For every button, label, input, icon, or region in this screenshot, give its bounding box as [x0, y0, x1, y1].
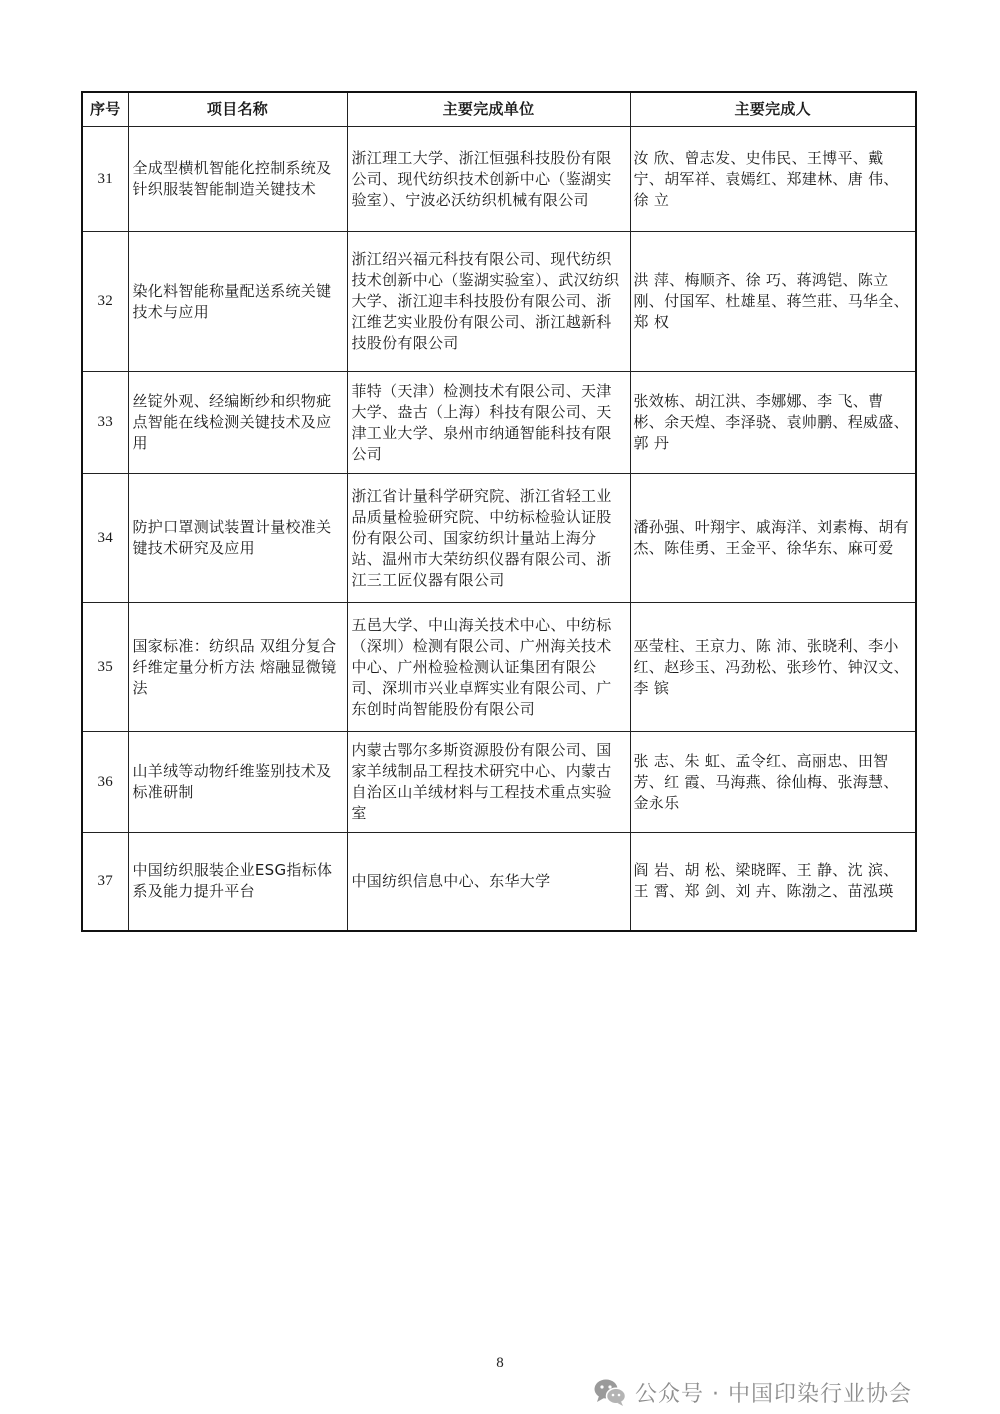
table-header-row: [82, 92, 916, 127]
row-units: 浙江省计量科学研究院、浙江省轻工业品质量检验研究院、中纺标检验认证股份有限公司、国家纺织计量站上海分站、温州市大荣纺织仪器有限公司、浙江三工匠仪器有限公司: [347, 474, 630, 603]
row-units: 浙江理工大学、浙江恒强科技股份有限公司、现代纺织技术创新中心（鉴湖实验室）、宁波必沃纺织机械有限公司: [347, 127, 630, 232]
award-table: [81, 91, 917, 932]
page-number: 8: [496, 1355, 504, 1371]
row-people: 洪 萍、梅顺齐、徐 巧、蒋鸿铠、陈立刚、付国军、杜雄星、蒋竺莊、马华全、郑 权: [630, 232, 916, 372]
row-no: 34: [82, 474, 128, 603]
row-project: 国家标准：纺织品 双组分复合纤维定量分析方法 熔融显微镜法: [128, 603, 347, 732]
row-project: 中国纺织服装企业ESG指标体系及能力提升平台: [128, 833, 347, 931]
row-no: 35: [82, 603, 128, 732]
row-project: 山羊绒等动物纤维鉴别技术及标准研制: [128, 732, 347, 833]
row-project: 防护口罩测试装置计量校准关键技术研究及应用: [128, 474, 347, 603]
row-people: 张效栋、胡江洪、李娜娜、李 飞、曹 彬、余天煌、李泽骁、袁帅鹏、程威盛、郭 丹: [630, 372, 916, 474]
row-project: 染化料智能称量配送系统关键技术与应用: [128, 232, 347, 372]
row-people: 汝 欣、曾志发、史伟民、王博平、戴 宁、胡军祥、袁嫣红、郑建林、唐 伟、徐 立: [630, 127, 916, 232]
row-no: 32: [82, 232, 128, 372]
watermark-text: 公众号 · 中国印染行业协会: [635, 1381, 912, 1407]
header-units: 主要完成单位: [347, 92, 630, 127]
row-units: 菲特（天津）检测技术有限公司、天津大学、盎古（上海）科技有限公司、天津工业大学、泉州市纳通智能科技有限公司: [347, 372, 630, 474]
table-row: [82, 372, 916, 474]
header-no: 序号: [82, 92, 128, 127]
table-row: [82, 474, 916, 603]
row-no: 36: [82, 732, 128, 833]
header-people: 主要完成人: [630, 92, 916, 127]
row-no: 31: [82, 127, 128, 232]
table-row: [82, 732, 916, 833]
row-people: 巫莹柱、王京力、陈 沛、张晓利、李小红、赵珍玉、冯劲松、张珍竹、钟汉文、李 镔: [630, 603, 916, 732]
table-row: [82, 833, 916, 931]
header-project: 项目名称: [128, 92, 347, 127]
wechat-icon: [593, 1377, 627, 1407]
row-no: 33: [82, 372, 128, 474]
table-row: [82, 603, 916, 732]
row-no: 37: [82, 833, 128, 931]
table-row: [82, 127, 916, 232]
row-units: 中国纺织信息中心、东华大学: [347, 833, 630, 931]
row-project: 全成型横机智能化控制系统及针织服装智能制造关键技术: [128, 127, 347, 232]
row-people: 阎 岩、胡 松、梁晓晖、王 静、沈 滨、王 霄、郑 剑、刘 卉、陈渤之、苗泓瑛: [630, 833, 916, 931]
watermark: [593, 1374, 912, 1410]
table-row: [82, 232, 916, 372]
row-project: 丝锭外观、经编断纱和织物疵点智能在线检测关键技术及应用: [128, 372, 347, 474]
row-units: 五邑大学、中山海关技术中心、中纺标（深圳）检测有限公司、广州海关技术中心、广州检验检测认证集团有限公司、深圳市兴业卓辉实业有限公司、广东创时尚智能股份有限公司: [347, 603, 630, 732]
row-people: 潘孙强、叶翔宇、戚海洋、刘素梅、胡有杰、陈佳勇、王金平、徐华东、麻可爱: [630, 474, 916, 603]
row-units: 内蒙古鄂尔多斯资源股份有限公司、国家羊绒制品工程技术研究中心、内蒙古自治区山羊绒材料与工程技术重点实验室: [347, 732, 630, 833]
row-people: 张 志、朱 虹、孟令红、高丽忠、田智芳、红 霞、马海燕、徐仙梅、张海慧、金永乐: [630, 732, 916, 833]
row-units: 浙江绍兴福元科技有限公司、现代纺织技术创新中心（鉴湖实验室）、武汉纺织大学、浙江迎丰科技股份有限公司、浙江维艺实业股份有限公司、浙江越新科技股份有限公司: [347, 232, 630, 372]
